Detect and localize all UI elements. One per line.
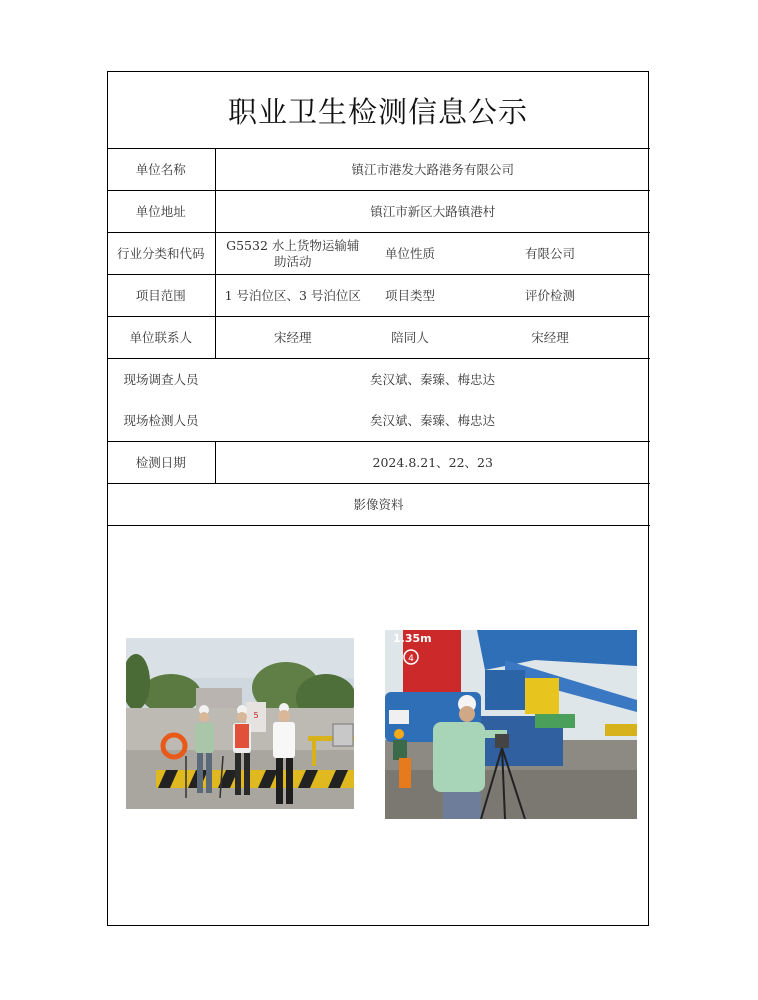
project-scope-label: 项目范围 — [107, 275, 215, 317]
companion-label: 陪同人 — [370, 317, 450, 359]
test-date-value: 2024.8.21、22、23 — [215, 442, 650, 484]
unit-name-label: 单位名称 — [107, 149, 215, 191]
table-row — [107, 484, 650, 526]
unit-address-label: 单位地址 — [107, 191, 215, 233]
project-scope-value: 1 号泊位区、3 号泊位区 — [215, 275, 370, 317]
images-heading: 影像资料 — [107, 484, 650, 526]
unit-nature-label: 单位性质 — [370, 233, 450, 275]
table-row — [107, 359, 650, 401]
table-row — [107, 149, 650, 191]
test-staff-label: 现场检测人员 — [123, 412, 199, 428]
site-photo-equipment — [385, 630, 637, 819]
unit-address-value: 镇江市新区大路镇港村 — [215, 191, 650, 233]
contact-label: 单位联系人 — [107, 317, 215, 359]
test-staff-value: 矣汉斌、秦臻、梅忠达 — [369, 412, 495, 428]
project-type-value: 评价检测 — [450, 275, 650, 317]
site-photo-inspectors-image — [126, 638, 354, 809]
test-date-label: 检测日期 — [107, 442, 215, 484]
industry-value: G5532 水上货物运输辅助活动 — [215, 233, 370, 275]
contact-value: 宋经理 — [215, 317, 370, 359]
table-row — [107, 317, 650, 359]
table-row — [107, 233, 650, 275]
project-type-label: 项目类型 — [370, 275, 450, 317]
companion-value: 宋经理 — [450, 317, 650, 359]
site-photo-inspectors — [126, 638, 354, 809]
document-title: 职业卫生检测信息公示 — [227, 94, 528, 129]
survey-staff-label: 现场调查人员 — [107, 359, 215, 401]
tank-number: 4 — [408, 654, 414, 664]
unit-name-value: 镇江市港发大路港务有限公司 — [215, 149, 650, 191]
table-row — [107, 191, 650, 233]
survey-staff-value: 矣汉斌、秦臻、梅忠达 — [215, 359, 650, 401]
industry-label: 行业分类和代码 — [107, 233, 215, 275]
unit-nature-value: 有限公司 — [450, 233, 650, 275]
sign-number: 5 — [253, 711, 259, 720]
tank-mark: 1.35m — [393, 632, 432, 645]
table-row — [107, 275, 650, 317]
table-row — [107, 442, 650, 484]
table-row — [107, 400, 650, 442]
site-photo-equipment-image — [385, 630, 637, 819]
info-table — [107, 148, 650, 526]
